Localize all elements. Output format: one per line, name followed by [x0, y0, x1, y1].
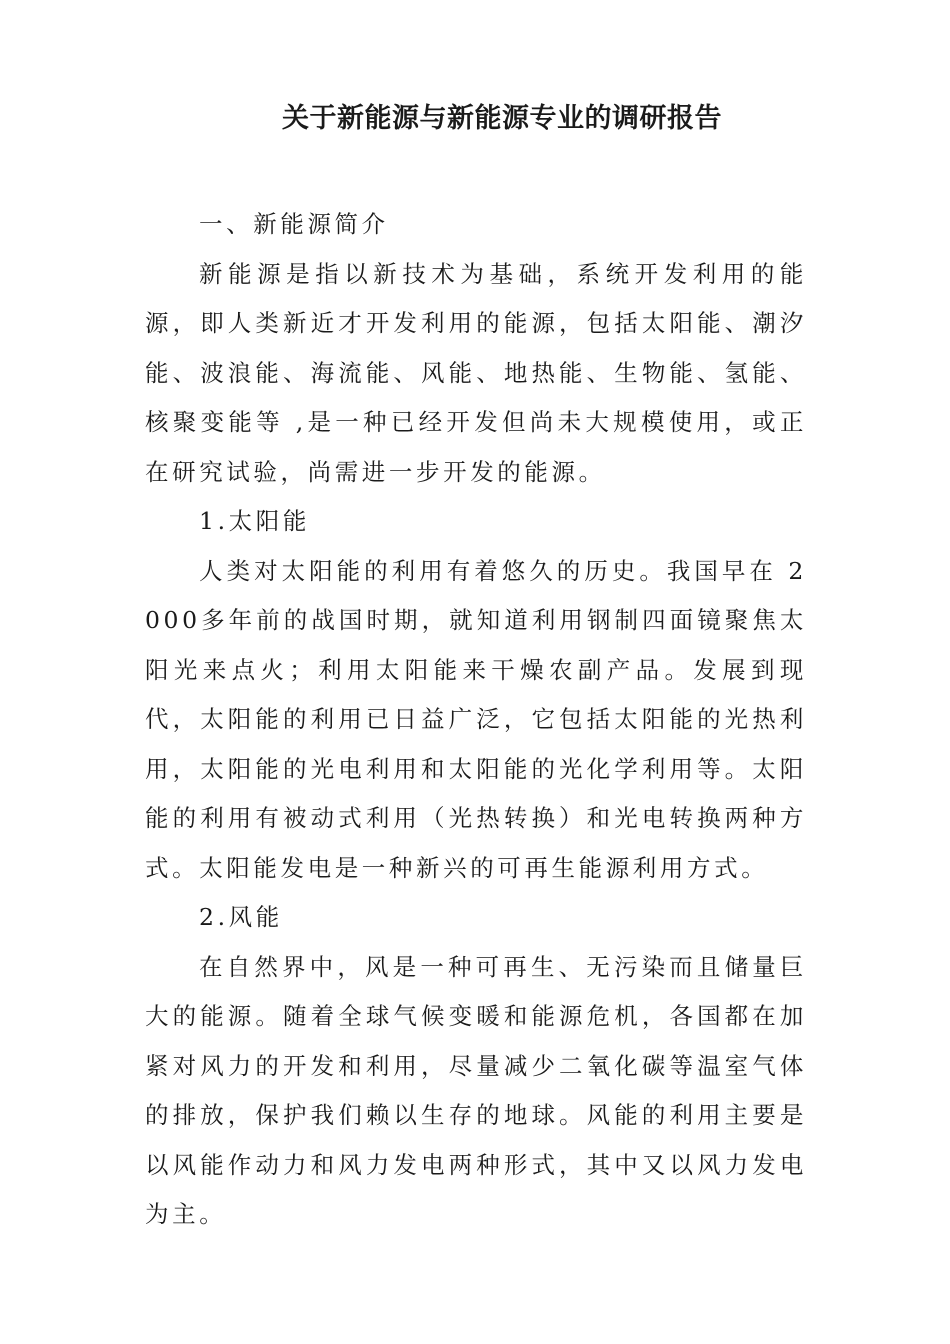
body-paragraph: 人类对太阳能的利用有着悠久的历史。我国早在 2000多年前的战国时期，就知道利用钢制四面镜聚焦太阳光来点火；利用太阳能来干燥农副产品。发展到现代，太阳能的利用已日益广泛，它包括太阳能的光热利用，太阳能的光电利用和太阳能的光化学利用等。太阳能的利用有被动式利用（光热转换）和光电转换两种方式。太阳能发电是一种新兴的可再生能源利用方式。 — [145, 556, 807, 882]
subsection-heading: 1.太阳能 — [199, 507, 310, 535]
document-body — [145, 200, 807, 1240]
document-title: 关于新能源与新能源专业的调研报告 — [282, 103, 722, 134]
subsection-heading: 2.风能 — [199, 903, 283, 931]
section-heading: 一、新能源简介 — [199, 210, 389, 238]
body-paragraph: 在自然界中，风是一种可再生、无污染而且储量巨大的能源。随着全球气候变暖和能源危机，各国都在加紧对风力的开发和利用，尽量减少二氧化碳等温室气体的排放，保护我们赖以生存的地球。风能的利用主要是以风能作动力和风力发电两种形式，其中又以风力发电为主。 — [145, 952, 807, 1228]
body-paragraph: 新能源是指以新技术为基础，系统开发利用的能源，即人类新近才开发利用的能源，包括太阳能、潮汐能、波浪能、海流能、风能、地热能、生物能、氢能、核聚变能等 ,是一种已经开发但尚未大规模使用，或正在研究试验，尚需进一步开发的能源。 — [145, 259, 807, 486]
